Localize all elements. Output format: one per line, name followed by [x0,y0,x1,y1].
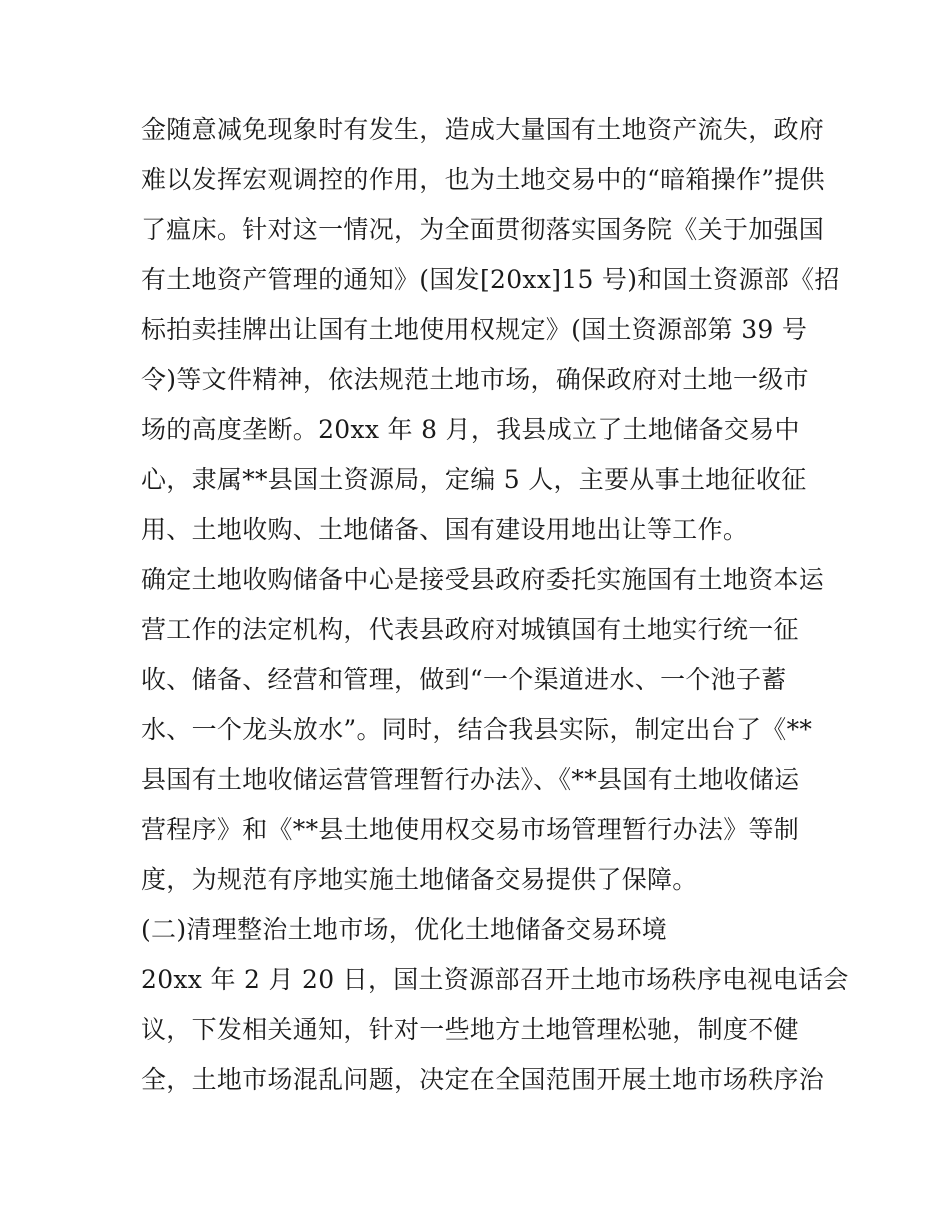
document-body [141,105,849,1105]
text-line: 营工作的法定机构，代表县政府对城镇国有土地实行统一征 [141,615,799,644]
text-line: 金随意减免现象时有发生，造成大量国有土地资产流失，政府 [141,115,825,144]
text-line: 议，下发相关通知，针对一些地方土地管理松驰，制度不健 [141,1015,799,1044]
text-line: 水、一个龙头放水”。同时，结合我县实际，制定出台了《** [141,715,813,744]
text-line: 确定土地收购储备中心是接受县政府委托实施国有土地资本运 [141,565,825,594]
text-line: 难以发挥宏观调控的作用，也为土地交易中的“暗箱操作”提供 [141,165,825,194]
text-line: 有土地资产管理的通知》(国发[20xx]15 号)和国土资源部《招 [141,265,840,294]
text-line: 心，隶属**县国土资源局，定编 5 人，主要从事土地征收征 [141,465,807,494]
text-line: 县国有土地收储运营管理暂行办法》、《**县国有土地收储运 [141,765,800,794]
text-line: 20xx 年 2 月 20 日，国土资源部召开土地市场秩序电视电话会 [141,965,849,994]
text-line: 全，土地市场混乱问题，决定在全国范围开展土地市场秩序治 [141,1065,825,1094]
text-line: 度，为规范有序地实施土地储备交易提供了保障。 [141,865,698,894]
text-line: 令)等文件精神，依法规范土地市场，确保政府对土地一级市 [141,365,809,394]
text-line: 营程序》和《**县土地使用权交易市场管理暂行办法》等制 [141,815,800,844]
text-line: 用、土地收购、土地储备、国有建设用地出让等工作。 [141,515,749,544]
text-line: 场的高度垄断。20xx 年 8 月，我县成立了土地储备交易中 [141,415,800,444]
text-line: 了瘟床。针对这一情况，为全面贯彻落实国务院《关于加强国 [141,215,825,244]
section-heading: (二)清理整治土地市场，优化土地储备交易环境 [141,915,668,944]
text-line: 标拍卖挂牌出让国有土地使用权规定》(国土资源部第 39 号 [141,315,808,344]
text-line: 收、储备、经营和管理，做到“一个渠道进水、一个池子蓄 [141,665,787,694]
